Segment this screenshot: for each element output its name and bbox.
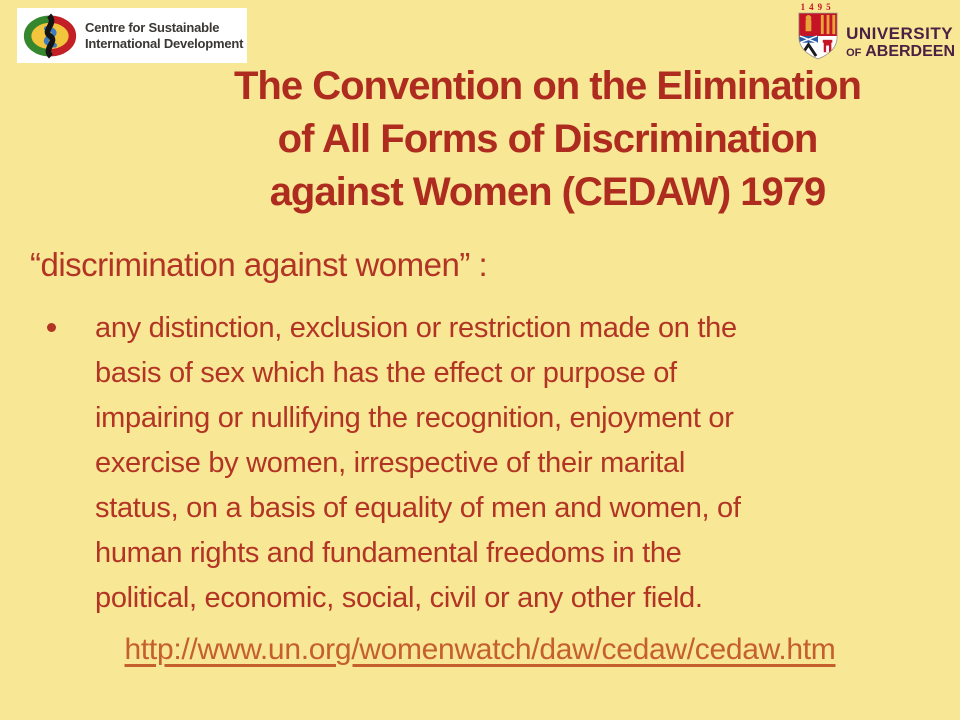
text-line: any distinction, exclusion or restriction made on the [95, 312, 737, 344]
aberdeen-logo-name: ABERDEEN [865, 43, 955, 60]
bullet-text [95, 306, 741, 621]
text-line: against Women (CEDAW) 1979 [269, 170, 826, 214]
definition-heading: “discrimination against women” : [30, 246, 488, 283]
text-line: status, on a basis of equality of men and women, of [95, 492, 741, 524]
text-line: The Convention on the Elimination [234, 64, 861, 108]
slide-title [150, 60, 945, 219]
text-line: of All Forms of Discrimination [277, 117, 818, 161]
text-line: political, economic, social, civil or any other field. [95, 582, 703, 614]
aberdeen-crest [794, 2, 841, 65]
cedaw-link[interactable]: http://www.un.org/womenwatch/daw/cedaw/cedaw.htm [124, 633, 836, 666]
aberdeen-founding-year: 1495 [800, 2, 835, 12]
text-line: basis of sex which has the effect or purpose of [95, 357, 677, 389]
aberdeen-logo-of: OF [846, 47, 862, 59]
csid-logo-line1: Centre for Sustainable [85, 19, 220, 35]
csid-logo [17, 8, 247, 63]
text-line: exercise by women, irrespective of their marital [95, 447, 685, 479]
csid-logo-line2: International Development [85, 35, 244, 51]
bullet-icon [47, 323, 56, 332]
text-line: impairing or nullifying the recognition, enjoyment or [95, 402, 734, 434]
aberdeen-logo-text [846, 25, 955, 65]
aberdeen-shield-icon [797, 12, 839, 60]
text-line: human rights and fundamental freedoms in the [95, 537, 682, 569]
bullet-item [40, 306, 935, 621]
aberdeen-logo [794, 2, 955, 65]
aberdeen-logo-line1: UNIVERSITY [846, 24, 954, 43]
link-row [0, 633, 960, 667]
csid-globe-icon [22, 13, 78, 59]
csid-logo-text [85, 20, 243, 52]
